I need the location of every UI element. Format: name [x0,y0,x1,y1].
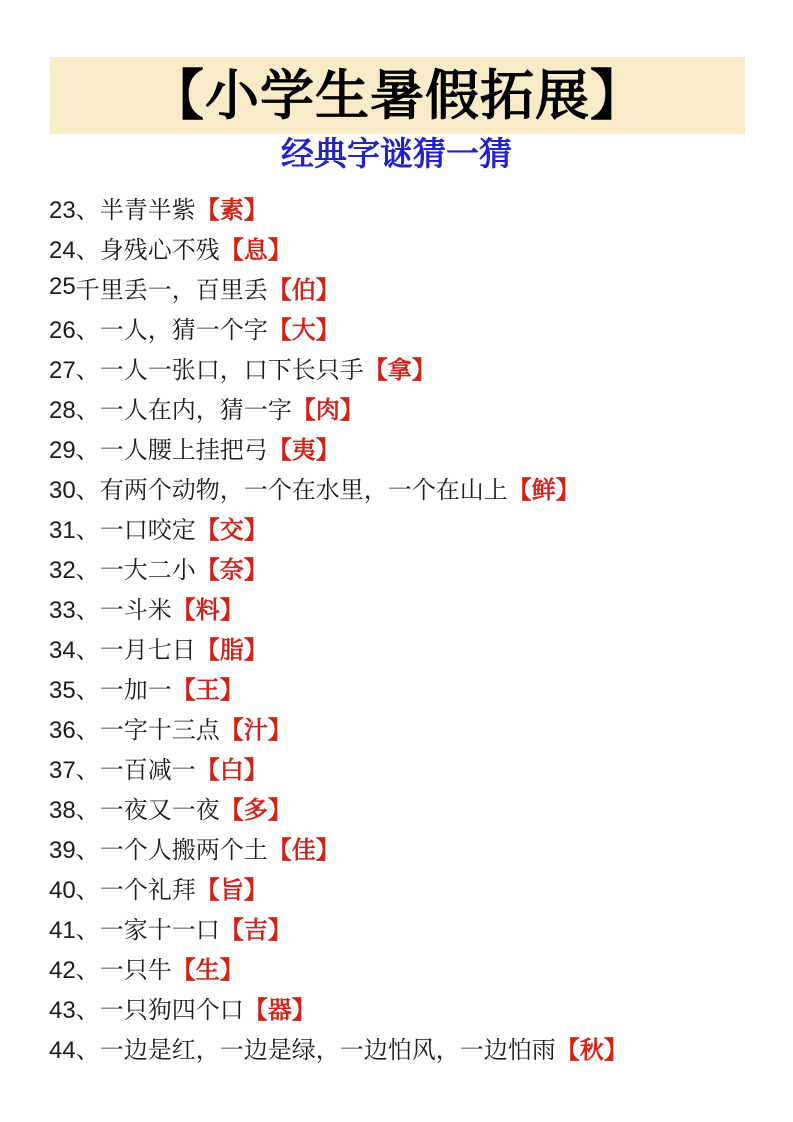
riddle-number: 31、 [49,516,100,544]
riddle-answer: 【伯】 [267,276,340,304]
riddle-item [49,1027,769,1067]
riddle-clue: 一只牛 [99,956,172,984]
riddle-number: 32、 [49,556,100,584]
riddle-item [49,707,769,747]
riddle-clue: 一家十一口 [99,916,220,944]
riddle-clue: 一大二小 [99,556,196,584]
riddle-answer: 【夷】 [267,436,340,464]
riddle-answer: 【素】 [195,196,268,224]
riddle-answer: 【器】 [243,996,316,1024]
riddle-clue: 一边是红，一边是绿，一边怕风，一边怕雨 [99,1036,556,1064]
riddle-number: 39、 [49,836,100,864]
riddle-item [49,827,769,867]
riddle-clue: 一字十三点 [99,716,220,744]
riddle-number: 36、 [49,716,100,744]
riddle-clue: 一个人搬两个土 [99,836,268,864]
riddle-item [49,987,769,1027]
riddle-item [49,867,769,907]
riddle-item [49,627,769,667]
riddle-clue: 半青半紫 [99,196,196,224]
riddle-clue: 身残心不残 [99,236,220,264]
riddle-number: 29、 [49,436,100,464]
riddle-clue: 千里丢一，百里丢 [75,276,268,304]
riddle-number: 30、 [49,476,100,504]
riddle-item [49,587,769,627]
riddle-clue: 一百减一 [99,756,196,784]
riddle-number: 23、 [49,196,100,224]
riddle-item [49,187,769,227]
riddle-item [49,387,769,427]
riddle-item [49,667,769,707]
riddle-number: 38、 [49,796,100,824]
riddle-answer: 【大】 [267,316,340,344]
riddle-number: 28、 [49,396,100,424]
riddle-number: 24、 [49,236,100,264]
riddle-answer: 【白】 [195,756,268,784]
riddle-item [49,427,769,467]
riddle-number: 40、 [49,876,100,904]
riddle-number: 43、 [49,996,100,1024]
riddle-answer: 【秋】 [555,1036,628,1064]
riddle-item [49,267,769,307]
riddle-item [49,907,769,947]
riddle-item [49,507,769,547]
riddle-number: 27、 [49,356,100,384]
riddle-number: 37、 [49,756,100,784]
riddle-answer: 【息】 [219,236,292,264]
riddle-answer: 【脂】 [195,636,268,664]
riddle-number: 33、 [49,596,100,624]
riddle-item [49,227,769,267]
riddle-number: 34、 [49,636,100,664]
riddle-list [49,187,769,1067]
riddle-clue: 一个礼拜 [99,876,196,904]
riddle-clue: 一人腰上挂把弓 [99,436,268,464]
page-title: 【小学生暑假拓展】 [150,65,645,126]
riddle-answer: 【鲜】 [507,476,580,504]
riddle-clue: 一人一张口，口下长只手 [99,356,364,384]
riddle-number: 41、 [49,916,100,944]
riddle-answer: 【交】 [195,516,268,544]
riddle-number: 35、 [49,676,100,704]
riddle-answer: 【拿】 [363,356,436,384]
riddle-clue: 一夜又一夜 [99,796,220,824]
riddle-number: 25 [49,273,76,300]
riddle-answer: 【肉】 [291,396,364,424]
riddle-answer: 【吉】 [219,916,292,944]
riddle-number: 26、 [49,316,100,344]
riddle-clue: 一人，猜一个字 [99,316,268,344]
riddle-answer: 【多】 [219,796,292,824]
riddle-clue: 一口咬定 [99,516,196,544]
riddle-clue: 一只狗四个口 [99,996,244,1024]
riddle-number: 42、 [49,956,100,984]
riddle-answer: 【生】 [171,956,244,984]
riddle-item [49,787,769,827]
riddle-item [49,547,769,587]
riddle-answer: 【料】 [171,596,244,624]
riddle-item [49,347,769,387]
title-banner [50,57,745,134]
riddle-item [49,947,769,987]
page-subtitle: 经典字谜猜一猜 [281,137,512,173]
riddle-answer: 【旨】 [195,876,268,904]
riddle-answer: 【王】 [171,676,244,704]
riddle-item [49,747,769,787]
riddle-answer: 【佳】 [267,836,340,864]
riddle-answer: 【汁】 [219,716,292,744]
riddle-item [49,307,769,347]
riddle-clue: 一斗米 [99,596,172,624]
riddle-clue: 一月七日 [99,636,196,664]
riddle-number: 44、 [49,1036,100,1064]
riddle-clue: 一加一 [99,676,172,704]
riddle-clue: 一人在内，猜一字 [99,396,292,424]
riddle-clue: 有两个动物，一个在水里，一个在山上 [99,476,508,504]
riddle-item [49,467,769,507]
riddle-answer: 【奈】 [195,556,268,584]
